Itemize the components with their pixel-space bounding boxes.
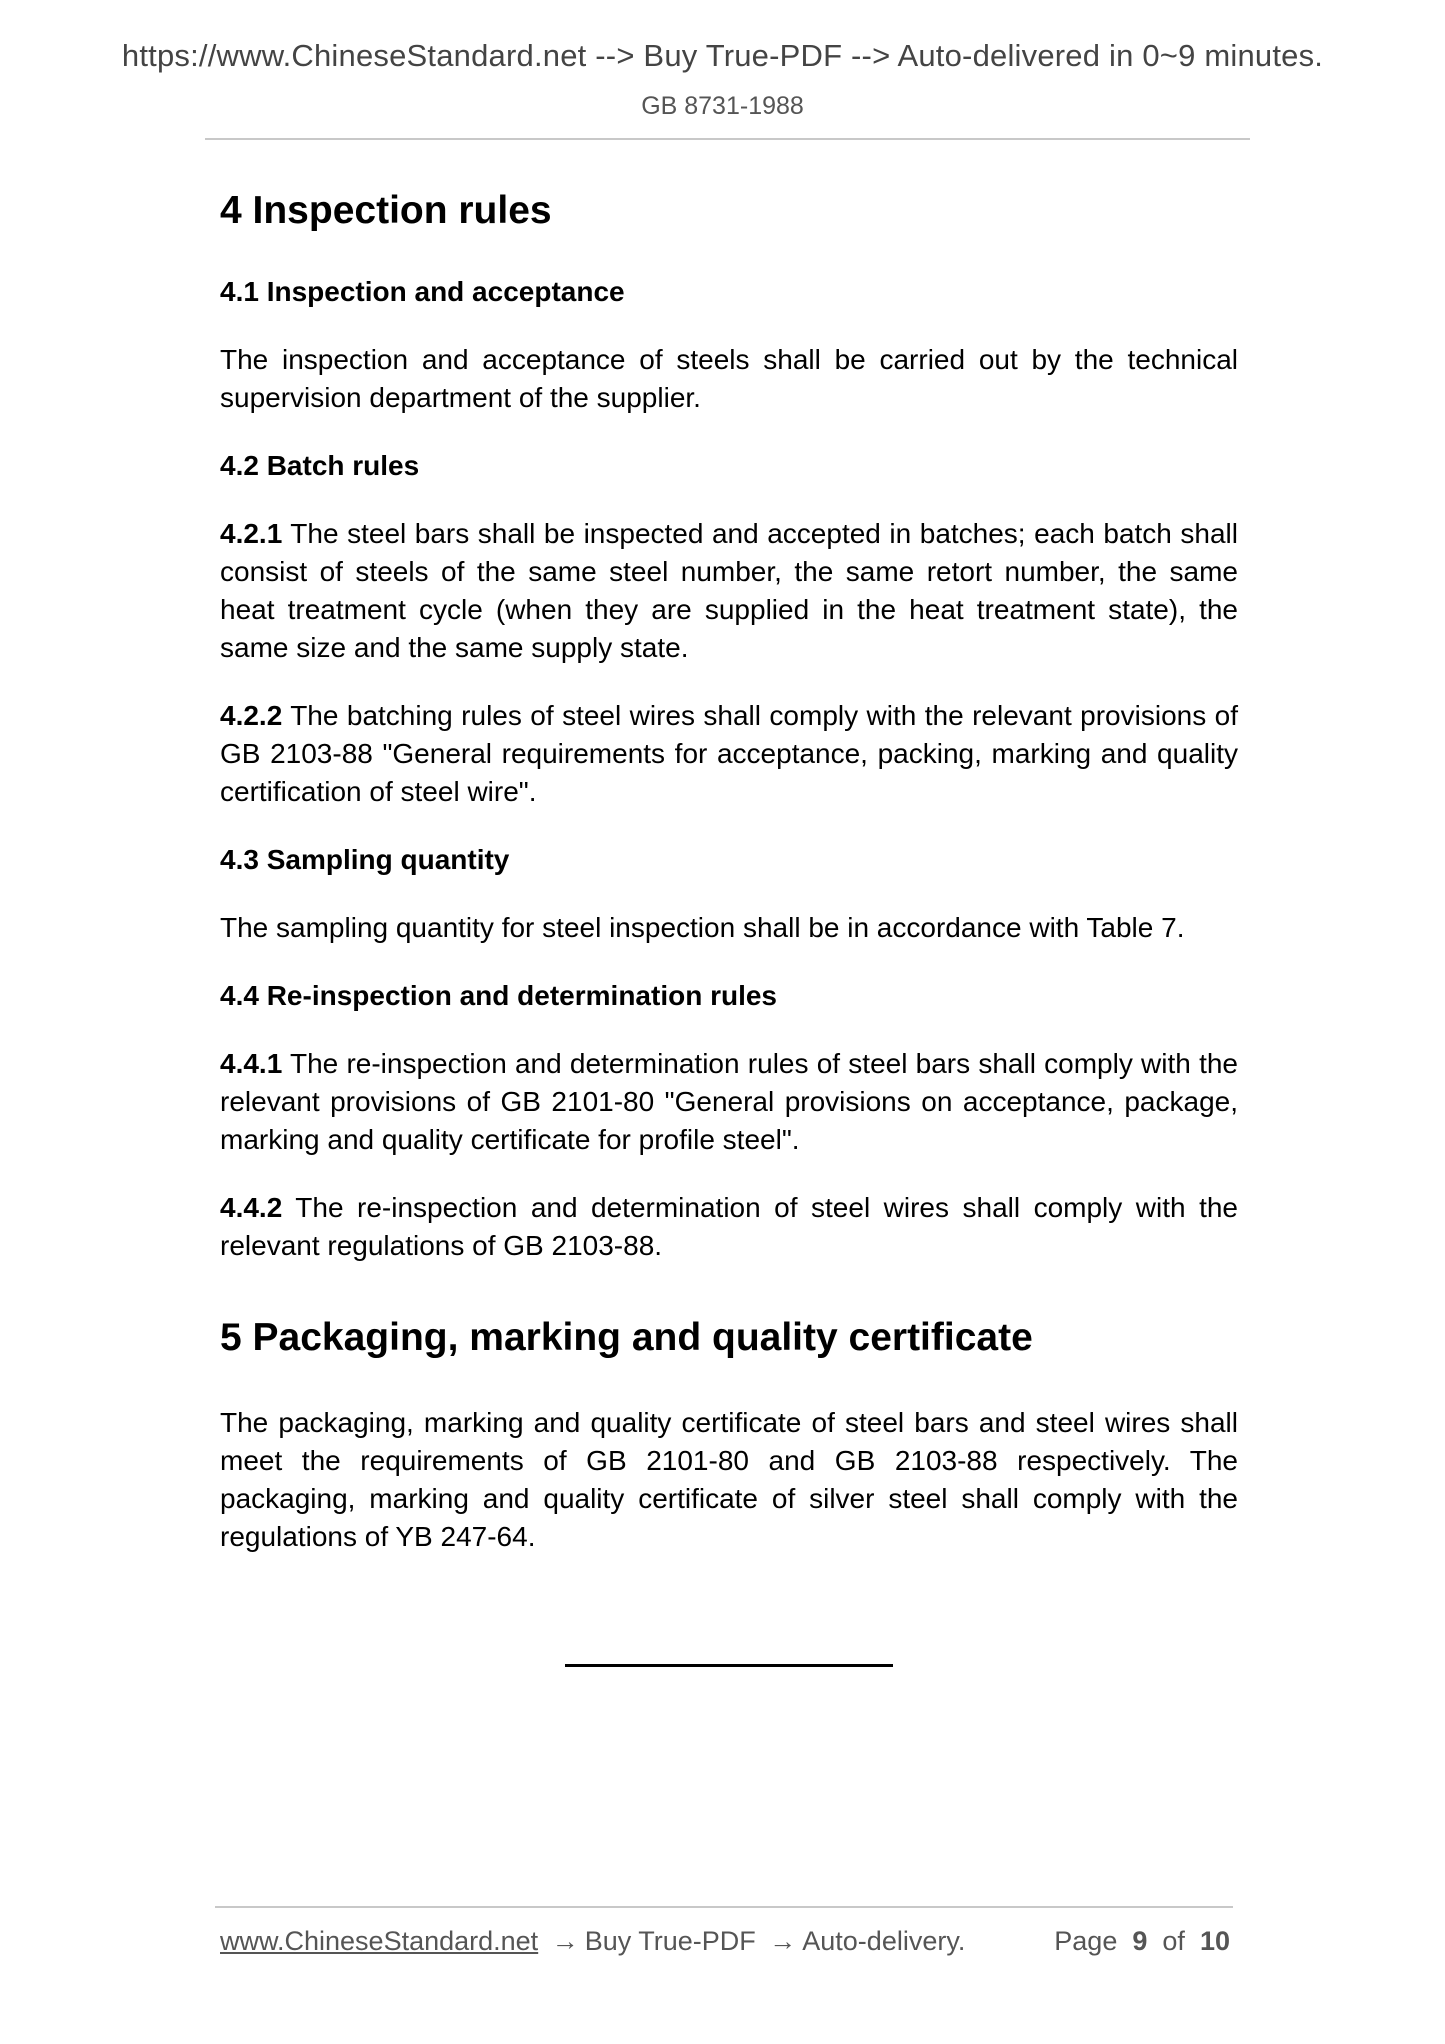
clause-text: The re-inspection and determination rules of steel bars shall comply with the relevant provisions of GB 2101-80 "General provisions on acceptance, package, marking and quality certificate for profile steel". (220, 1048, 1238, 1155)
document-code: GB 8731-1988 (641, 92, 804, 120)
section-5-text: The packaging, marking and quality certificate of steel bars and steel wires shall meet the requirements of GB 2101-80 and GB 2103-88 respectively. The packaging, marking and quality certificate of silver steel shall comply with the regulations of YB 247-64. (220, 1407, 1238, 1552)
section-4-3-title: 4.3 Sampling quantity (220, 844, 510, 875)
page-footer (220, 1926, 1230, 1966)
end-of-text-rule (565, 1664, 893, 1667)
footer-promo (220, 1926, 965, 1957)
page-total: 10 (1199, 1926, 1230, 1956)
page-number (1054, 1926, 1230, 1957)
clause-text: The batching rules of steel wires shall comply with the relevant provisions of GB 2103-88 "General requirements for acceptance, packing, marking and quality certification of steel wire". (220, 700, 1238, 807)
clause-4-2-1 (220, 515, 1238, 667)
page-current: 9 (1132, 1926, 1148, 1956)
footer-divider (215, 1906, 1233, 1908)
section-4-1-title: 4.1 Inspection and acceptance (220, 276, 625, 307)
header-divider (205, 138, 1250, 140)
clause-text: The steel bars shall be inspected and accepted in batches; each batch shall consist of steels of the same steel number, the same retort number, the same heat treatment cycle (when they are supplied in the heat treatment state), the same size and the same supply state. (220, 518, 1238, 663)
clause-4-4-1 (220, 1045, 1238, 1159)
clause-number: 4.2.1 (220, 518, 283, 549)
clause-4-2-2 (220, 697, 1238, 811)
section-4-title: 4 Inspection rules (220, 189, 552, 232)
footer-buy-text: Buy True-PDF (584, 1926, 756, 1956)
section-4-1-text: The inspection and acceptance of steels shall be carried out by the technical supervision department of the supplier. (220, 344, 1238, 413)
top-banner: https://www.ChineseStandard.net --> Buy True-PDF --> Auto-delivered in 0~9 minutes. (121, 38, 1324, 73)
section-4-4-title: 4.4 Re-inspection and determination rules (220, 980, 778, 1011)
clause-text: The re-inspection and determination of steel wires shall comply with the relevant regulations of GB 2103-88. (220, 1192, 1238, 1261)
footer-delivery-text: Auto-delivery. (802, 1926, 966, 1956)
section-4-3-text: The sampling quantity for steel inspection shall be in accordance with Table 7. (220, 912, 1185, 943)
clause-4-4-2 (220, 1189, 1238, 1265)
clause-number: 4.4.2 (220, 1192, 283, 1223)
section-4-2-title: 4.2 Batch rules (220, 450, 420, 481)
page-label: Page (1054, 1926, 1118, 1956)
arrow-right-icon: → (769, 1926, 797, 1956)
section-5-title: 5 Packaging, marking and quality certificate (220, 1316, 1033, 1359)
arrow-right-icon: → (551, 1926, 579, 1956)
footer-site-link[interactable]: www.ChineseStandard.net (220, 1926, 539, 1956)
clause-number: 4.4.1 (220, 1048, 283, 1079)
clause-number: 4.2.2 (220, 700, 283, 731)
page-of-label: of (1162, 1926, 1185, 1956)
document-body (220, 186, 1238, 1586)
